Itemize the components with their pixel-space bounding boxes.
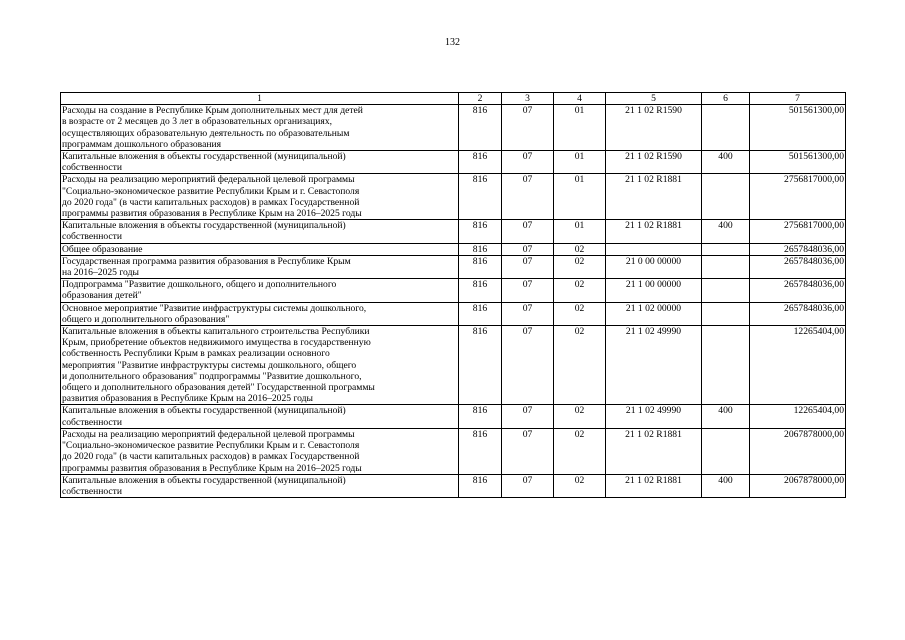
row-name-line: программам дошкольного образования: [62, 138, 222, 150]
row-name-line: Капитальные вложения в объекты государственной (муниципальной): [62, 220, 346, 232]
expense-type-code: 400: [702, 474, 750, 497]
amount: 501561300,00: [750, 151, 846, 174]
table-row: [61, 105, 846, 151]
column-header-4: 4: [554, 93, 606, 105]
table-row: [61, 151, 846, 174]
row-name-line: собственности: [62, 231, 123, 243]
row-name-line: и дополнительного образования" подпрограммы "Развитие дошкольного,: [62, 370, 362, 382]
row-name-line: Общее образование: [62, 243, 143, 255]
column-header-7: 7: [750, 93, 846, 105]
row-name: [61, 255, 459, 278]
row-name: [61, 105, 459, 151]
row-name-line: собственность Республики Крым в рамках реализации основного: [62, 348, 330, 360]
amount: 2657848036,00: [750, 302, 846, 325]
admin-code: 816: [459, 105, 502, 151]
section-code: 07: [502, 279, 554, 302]
row-name-line: Капитальные вложения в объекты государственной (муниципальной): [62, 474, 346, 486]
section-code: 07: [502, 428, 554, 474]
admin-code: 816: [459, 174, 502, 220]
section-code: 07: [502, 405, 554, 428]
expense-type-code: [702, 279, 750, 302]
admin-code: 816: [459, 151, 502, 174]
table-row: [61, 255, 846, 278]
amount: 501561300,00: [750, 105, 846, 151]
target-article-code: 21 1 02 49990: [606, 405, 702, 428]
amount: 2067878000,00: [750, 428, 846, 474]
row-name: [61, 279, 459, 302]
table-row: [61, 243, 846, 255]
section-code: 07: [502, 474, 554, 497]
row-name-line: Капитальные вложения в объекты государственной (муниципальной): [62, 151, 346, 163]
row-name-line: "Социально-экономическое развитие Республики Крым и г. Севастополя: [62, 440, 360, 452]
row-name: [61, 474, 459, 497]
row-name: [61, 302, 459, 325]
amount: 2756817000,00: [750, 174, 846, 220]
admin-code: 816: [459, 474, 502, 497]
row-name-line: Расходы на создание в Республике Крым дополнительных мест для детей: [62, 105, 363, 117]
admin-code: 816: [459, 243, 502, 255]
target-article-code: 21 1 02 R1881: [606, 174, 702, 220]
target-article-code: [606, 243, 702, 255]
subsection-code: 01: [554, 220, 606, 243]
subsection-code: 02: [554, 255, 606, 278]
target-article-code: 21 0 00 00000: [606, 255, 702, 278]
target-article-code: 21 1 02 00000: [606, 302, 702, 325]
row-name-line: мероприятия "Развитие инфраструктуры системы дошкольного, общего: [62, 359, 357, 371]
column-header-1: 1: [61, 93, 459, 105]
table-row: [61, 302, 846, 325]
amount: 2657848036,00: [750, 255, 846, 278]
row-name-line: общего и дополнительного образования": [62, 313, 230, 325]
subsection-code: 02: [554, 243, 606, 255]
table-row: [61, 174, 846, 220]
row-name-line: на 2016–2025 годы: [62, 267, 139, 279]
target-article-code: 21 1 02 49990: [606, 326, 702, 405]
admin-code: 816: [459, 302, 502, 325]
admin-code: 816: [459, 428, 502, 474]
amount: 2657848036,00: [750, 243, 846, 255]
row-name-line: программы развития образования в Республике Крым на 2016–2025 годы: [62, 208, 362, 220]
section-code: 07: [502, 151, 554, 174]
column-header-2: 2: [459, 93, 502, 105]
row-name-line: Капитальные вложения в объекты капитального строительства Республики: [62, 326, 370, 338]
row-name: [61, 405, 459, 428]
expense-type-code: 400: [702, 405, 750, 428]
target-article-code: 21 1 02 R1881: [606, 474, 702, 497]
section-code: 07: [502, 326, 554, 405]
subsection-code: 02: [554, 279, 606, 302]
expense-type-code: [702, 302, 750, 325]
subsection-code: 02: [554, 326, 606, 405]
admin-code: 816: [459, 326, 502, 405]
row-name-line: Крым, приобретение объектов недвижимого имущества в государственную: [62, 337, 371, 349]
row-name-line: общего и дополнительного образования детей" Государственной программы: [62, 382, 375, 394]
target-article-code: 21 1 02 R1881: [606, 428, 702, 474]
table-row: [61, 279, 846, 302]
section-code: 07: [502, 105, 554, 151]
subsection-code: 01: [554, 174, 606, 220]
expense-type-code: [702, 174, 750, 220]
amount: 2067878000,00: [750, 474, 846, 497]
budget-table: [60, 92, 846, 498]
row-name-line: Государственная программа развития образования в Республике Крым: [62, 255, 351, 267]
section-code: 07: [502, 174, 554, 220]
subsection-code: 02: [554, 302, 606, 325]
expense-type-code: 400: [702, 151, 750, 174]
target-article-code: 21 1 02 R1590: [606, 151, 702, 174]
table-header-row: [61, 93, 846, 105]
amount: 12265404,00: [750, 326, 846, 405]
target-article-code: 21 1 02 R1881: [606, 220, 702, 243]
section-code: 07: [502, 255, 554, 278]
table-row: [61, 474, 846, 497]
admin-code: 816: [459, 220, 502, 243]
row-name: [61, 220, 459, 243]
subsection-code: 01: [554, 151, 606, 174]
row-name-line: развития образования в Республике Крым на 2016–2025 годы: [62, 393, 314, 405]
row-name-line: Расходы на реализацию мероприятий федеральной целевой программы: [62, 428, 355, 440]
amount: 2657848036,00: [750, 279, 846, 302]
subsection-code: 02: [554, 474, 606, 497]
expense-type-code: [702, 105, 750, 151]
expense-type-code: [702, 243, 750, 255]
admin-code: 816: [459, 255, 502, 278]
subsection-code: 02: [554, 405, 606, 428]
section-code: 07: [502, 302, 554, 325]
row-name: [61, 243, 459, 255]
row-name-line: Капитальные вложения в объекты государственной (муниципальной): [62, 405, 346, 417]
column-header-5: 5: [606, 93, 702, 105]
row-name-line: программы развития образования в Республике Крым на 2016–2025 годы: [62, 462, 362, 474]
section-code: 07: [502, 243, 554, 255]
row-name-line: собственности: [62, 485, 123, 497]
row-name: [61, 326, 459, 405]
row-name: [61, 174, 459, 220]
column-header-3: 3: [502, 93, 554, 105]
table-row: [61, 220, 846, 243]
expense-type-code: 400: [702, 220, 750, 243]
table-row: [61, 326, 846, 405]
row-name: [61, 428, 459, 474]
table-row: [61, 428, 846, 474]
row-name-line: Основное мероприятие "Развитие инфраструктуры системы дошкольного,: [62, 302, 367, 314]
column-header-6: 6: [702, 93, 750, 105]
row-name-line: осуществляющих образовательную деятельность по образовательным: [62, 127, 350, 139]
row-name: [61, 151, 459, 174]
target-article-code: 21 1 00 00000: [606, 279, 702, 302]
amount: 2756817000,00: [750, 220, 846, 243]
row-name-line: Расходы на реализацию мероприятий федеральной целевой программы: [62, 174, 355, 186]
row-name-line: до 2020 года" (в части капитальных расходов) в рамках Государственной: [62, 451, 360, 463]
table-row: [61, 405, 846, 428]
section-code: 07: [502, 220, 554, 243]
row-name-line: Подпрограмма "Развитие дошкольного, общего и дополнительного: [62, 279, 337, 291]
row-name-line: собственности: [62, 162, 123, 174]
expense-type-code: [702, 428, 750, 474]
admin-code: 816: [459, 279, 502, 302]
row-name-line: "Социально-экономическое развитие Республики Крым и г. Севастополя: [62, 185, 360, 197]
page-number: 132: [445, 37, 460, 48]
expense-type-code: [702, 255, 750, 278]
amount: 12265404,00: [750, 405, 846, 428]
row-name-line: в возрасте от 2 месяцев до 3 лет в образовательных организациях,: [62, 116, 333, 128]
row-name-line: собственности: [62, 416, 123, 428]
row-name-line: до 2020 года" (в части капитальных расходов) в рамках Государственной: [62, 196, 360, 208]
subsection-code: 02: [554, 428, 606, 474]
expense-type-code: [702, 326, 750, 405]
row-name-line: образования детей": [62, 290, 142, 302]
admin-code: 816: [459, 405, 502, 428]
target-article-code: 21 1 02 R1590: [606, 105, 702, 151]
subsection-code: 01: [554, 105, 606, 151]
